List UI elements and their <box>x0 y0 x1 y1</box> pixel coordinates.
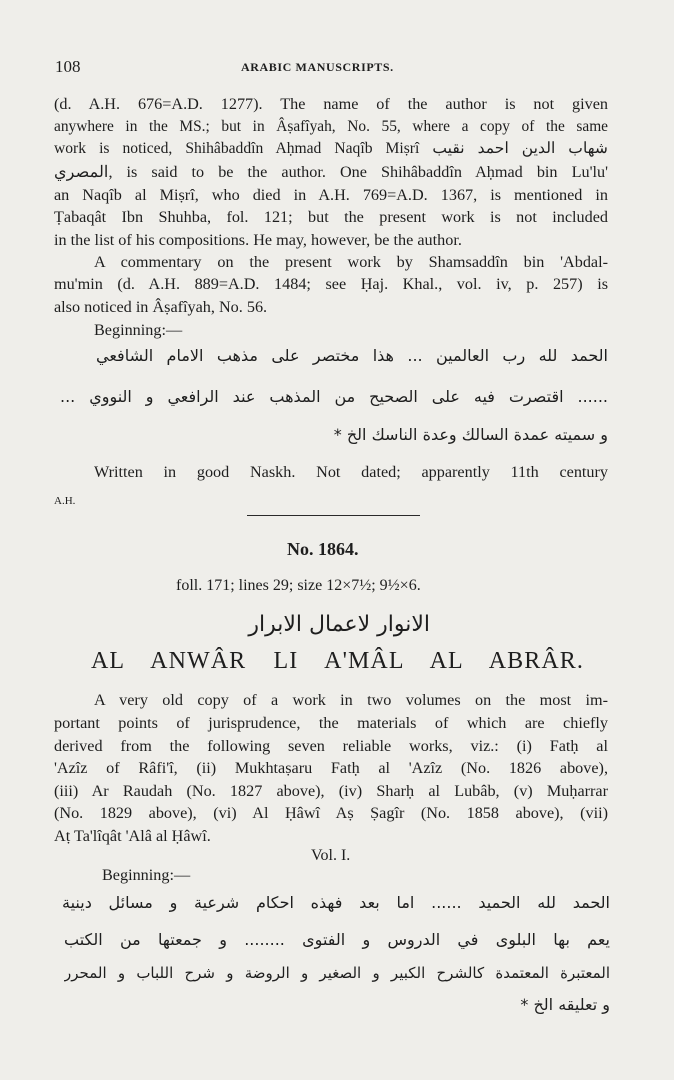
arabic-quote-line: يعم بها البلوى في الدروس و الفتوى ........ و جمعتها من الكتب <box>64 930 610 949</box>
arabic-quote-line: الحمد لله رب العالمين ... هذا مختصر على مذهب الامام الشافعي <box>96 346 608 365</box>
arabic-quote-line: و تعليقه الخ * <box>520 995 610 1014</box>
body-line: 'Azîz of Râfi'î, (ii) Mukhtaṣaru Fatḥ al 'Azîz (No. 1826 above), <box>54 759 608 777</box>
body-line: also noticed in Âṣafîyah, No. 56. <box>54 298 268 316</box>
body-line: المصري, is said to be the author. One Shihâbaddîn Aḥmad bin Lu'lu' <box>54 163 608 181</box>
body-line: Ṭabaqât Ibn Shuhba, fol. 121; but the present work is not included <box>54 208 608 226</box>
body-line: anywhere in the MS.; but in Âṣafîyah, No. 55, where a copy of the same <box>54 118 608 135</box>
arabic-quote-line: المعتبرة المعتمدة كالشرح الكبير و الصغير و الروضة و شرح اللباب و المحرر <box>64 964 610 982</box>
beginning-label: Beginning:— <box>94 321 183 339</box>
arabic-quote-line: و سميته عمدة السالك وعدة الناسك الخ * <box>333 425 608 444</box>
body-line: an Naqîb al Miṣrî, who died in A.H. 769=A.D. 1367, is mentioned in <box>54 186 608 204</box>
body-line: Written in good Naskh. Not dated; apparently 11th century <box>94 463 608 481</box>
body-line: work is noticed, Shihâbaddîn Aḥmad Naqîb Miṣrî شهاب الدين احمد نقيب <box>54 140 608 157</box>
entry-number: No. 1864. <box>287 539 359 559</box>
body-line: A very old copy of a work in two volumes on the most im- <box>94 691 608 709</box>
work-title: AL ANWÂR LI A'MÂL AL ABRÂR. <box>91 648 584 674</box>
arabic-quote-line: الحمد لله الحميد ...... اما بعد فهذه احكام شرعية و مسائل دينية <box>62 893 610 912</box>
entry-specs: foll. 171; lines 29; size 12×7½; 9½×6. <box>176 577 421 594</box>
body-line: (No. 1829 above), (vi) Al Ḥâwî Aṣ Ṣagîr (No. 1858 above), (vii) <box>54 804 608 822</box>
body-line: portant points of jurisprudence, the materials of which are chiefly <box>54 714 608 732</box>
arabic-quote-line: ...... اقتصرت فيه على الصحيح من المذهب عند الرافعي و النووي ... <box>60 387 608 406</box>
body-line: (d. A.H. 676=A.D. 1277). The name of the author is not given <box>54 95 608 113</box>
body-line: derived from the following seven reliable works, viz.: (i) Fatḥ al <box>54 737 608 755</box>
page-number: 108 <box>55 57 81 76</box>
running-title: ARABIC MANUSCRIPTS. <box>241 60 394 74</box>
volume-label: Vol. I. <box>311 847 351 864</box>
arabic-title: الانوار لاعمال الابرار <box>248 612 430 637</box>
body-line: Aṭ Ta'lîqât 'Alâ al Ḥâwî. <box>54 827 211 845</box>
body-line: A.H. <box>54 495 76 507</box>
body-line: in the list of his compositions. He may, however, be the author. <box>54 231 462 249</box>
section-divider <box>247 515 420 516</box>
beginning-label: Beginning:— <box>102 866 191 884</box>
body-line: A commentary on the present work by Shamsaddîn bin 'Abdal- <box>94 253 608 271</box>
body-line: (iii) Ar Raudah (No. 1827 above), (iv) Sharḥ al Lubâb, (v) Muḥarrar <box>54 782 608 800</box>
body-line: mu'min (d. A.H. 889=A.D. 1484; see Ḥaj. Khal., vol. iv, p. 257) is <box>54 275 608 293</box>
